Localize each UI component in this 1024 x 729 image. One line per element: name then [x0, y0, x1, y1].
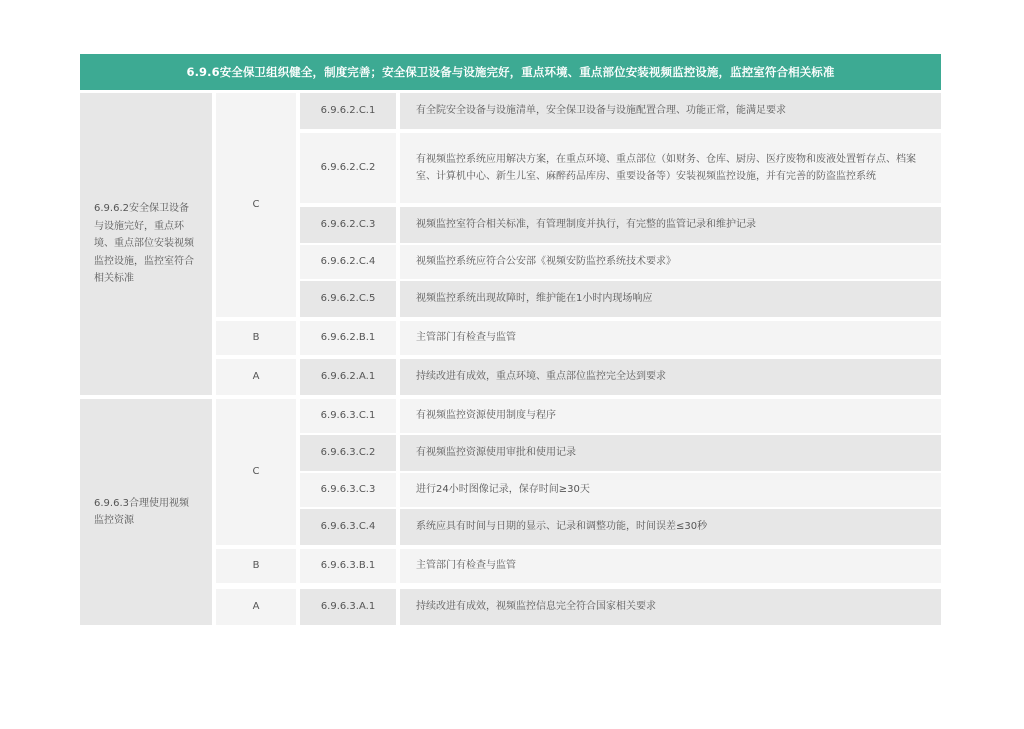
- criterion-code: 6.9.6.2.A.1: [300, 359, 396, 395]
- level-a-cell: A: [216, 359, 296, 395]
- criterion-text: 持续改进有成效，重点环境、重点部位监控完全达到要求: [400, 359, 941, 395]
- standards-table: [80, 54, 941, 625]
- criterion-text: 持续改进有成效，视频监控信息完全符合国家相关要求: [400, 589, 941, 625]
- level-a-cell: A: [216, 589, 296, 625]
- group-6-9-6-3: [80, 399, 941, 625]
- level-c-cell: C: [216, 399, 296, 545]
- group-6-9-6-2: [80, 93, 941, 395]
- criterion-text: 系统应具有时间与日期的显示、记录和调整功能，时间误差≤30秒: [400, 509, 941, 545]
- criterion-text: 主管部门有检查与监管: [400, 549, 941, 583]
- item-cell: 6.9.6.3合理使用视频监控资源: [80, 399, 212, 625]
- criterion-code: 6.9.6.3.A.1: [300, 589, 396, 625]
- criterion-text: 有全院安全设备与设施清单，安全保卫设备与设施配置合理、功能正常，能满足要求: [400, 93, 941, 129]
- criterion-code: 6.9.6.3.B.1: [300, 549, 396, 583]
- table-header: 6.9.6安全保卫组织健全，制度完善；安全保卫设备与设施完好，重点环境、重点部位安装视频监控设施，监控室符合相关标准: [80, 54, 941, 90]
- criterion-text: 进行24小时图像记录，保存时间≥30天: [400, 473, 941, 507]
- criterion-code: 6.9.6.3.C.3: [300, 473, 396, 507]
- criterion-text: 主管部门有检查与监管: [400, 321, 941, 355]
- criterion-code: 6.9.6.2.C.3: [300, 207, 396, 243]
- criterion-code: 6.9.6.2.C.4: [300, 245, 396, 279]
- criterion-code: 6.9.6.2.C.1: [300, 93, 396, 129]
- criterion-text: 有视频监控资源使用审批和使用记录: [400, 435, 941, 471]
- criterion-text: 有视频监控系统应用解决方案，在重点环境、重点部位（如财务、仓库、厨房、医疗废物和废液处置暂存点、档案室、计算机中心、新生儿室、麻醉药品库房、重要设备等）安装视频监控设施，并有完善的防盗监控系统: [400, 133, 941, 203]
- criterion-code: 6.9.6.2.C.5: [300, 281, 396, 317]
- criterion-text: 视频监控系统应符合公安部《视频安防监控系统技术要求》: [400, 245, 941, 279]
- level-b-cell: B: [216, 321, 296, 355]
- level-b-cell: B: [216, 549, 296, 583]
- criterion-code: 6.9.6.3.C.4: [300, 509, 396, 545]
- criterion-code: 6.9.6.2.C.2: [300, 133, 396, 203]
- criterion-code: 6.9.6.2.B.1: [300, 321, 396, 355]
- criterion-code: 6.9.6.3.C.2: [300, 435, 396, 471]
- level-c-cell: C: [216, 93, 296, 317]
- criterion-text: 视频监控系统出现故障时，维护能在1小时内现场响应: [400, 281, 941, 317]
- criterion-text: 视频监控室符合相关标准，有管理制度并执行，有完整的监管记录和维护记录: [400, 207, 941, 243]
- criterion-text: 有视频监控资源使用制度与程序: [400, 399, 941, 433]
- criterion-code: 6.9.6.3.C.1: [300, 399, 396, 433]
- item-cell: 6.9.6.2安全保卫设备与设施完好，重点环境、重点部位安装视频监控设施，监控室符合相关标准: [80, 93, 212, 395]
